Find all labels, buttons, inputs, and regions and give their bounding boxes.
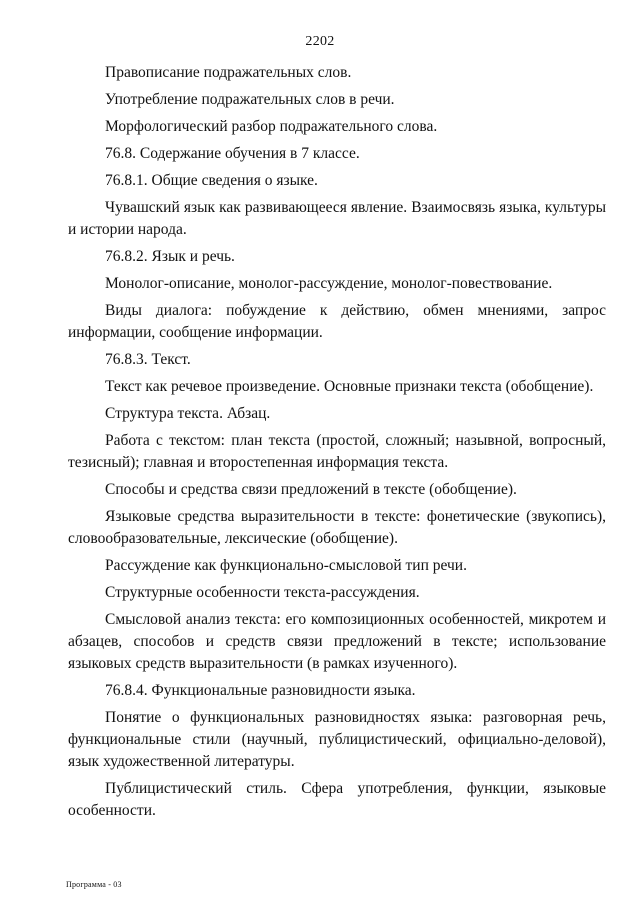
subsection-heading: 76.8.3. Текст. — [105, 351, 191, 368]
paragraph: Правописание подражательных слов. — [105, 64, 352, 81]
document-body — [68, 62, 606, 827]
section-heading: 76.8. Содержание обучения в 7 классе. — [105, 145, 360, 162]
paragraph: Публицистический стиль. Сфера употребления, функции, языковые особенности. — [68, 780, 606, 819]
paragraph: Понятие о функциональных разновидностях языка: разговорная речь, функциональные стили (научный, публицистический, официально-деловой), язык художественной литературы. — [68, 709, 606, 770]
paragraph: Структурные особенности текста-рассуждения. — [105, 584, 420, 601]
paragraph: Работа с текстом: план текста (простой, сложный; назывной, вопросный, тезисный); главная и второстепенная информация текста. — [68, 432, 606, 471]
page-number: 2202 — [305, 34, 335, 49]
subsection-heading: 76.8.4. Функциональные разновидности языка. — [105, 682, 416, 699]
paragraph: Языковые средства выразительности в тексте: фонетические (звукопись), словообразовательные, лексические (обобщение). — [68, 508, 606, 547]
footer-label: Программа - 03 — [66, 880, 122, 889]
paragraph: Морфологический разбор подражательного слова. — [105, 118, 438, 135]
paragraph: Рассуждение как функционально-смысловой тип речи. — [105, 557, 467, 574]
paragraph: Виды диалога: побуждение к действию, обмен мнениями, запрос информации, сообщение информации. — [68, 302, 606, 341]
subsection-heading: 76.8.2. Язык и речь. — [105, 248, 235, 265]
paragraph: Монолог-описание, монолог-рассуждение, монолог-повествование. — [105, 275, 553, 292]
paragraph: Чувашский язык как развивающееся явление. Взаимосвязь языка, культуры и истории народа. — [68, 199, 606, 238]
paragraph: Текст как речевое произведение. Основные признаки текста (обобщение). — [105, 378, 594, 395]
paragraph: Употребление подражательных слов в речи. — [105, 91, 395, 108]
paragraph: Смысловой анализ текста: его композиционных особенностей, микротем и абзацев, способов и средств связи предложений в тексте; использование языковых средств выразительности (в рамках изученного). — [68, 611, 606, 672]
subsection-heading: 76.8.1. Общие сведения о языке. — [105, 172, 318, 189]
paragraph: Способы и средства связи предложений в тексте (обобщение). — [105, 481, 517, 498]
paragraph: Структура текста. Абзац. — [105, 405, 271, 422]
